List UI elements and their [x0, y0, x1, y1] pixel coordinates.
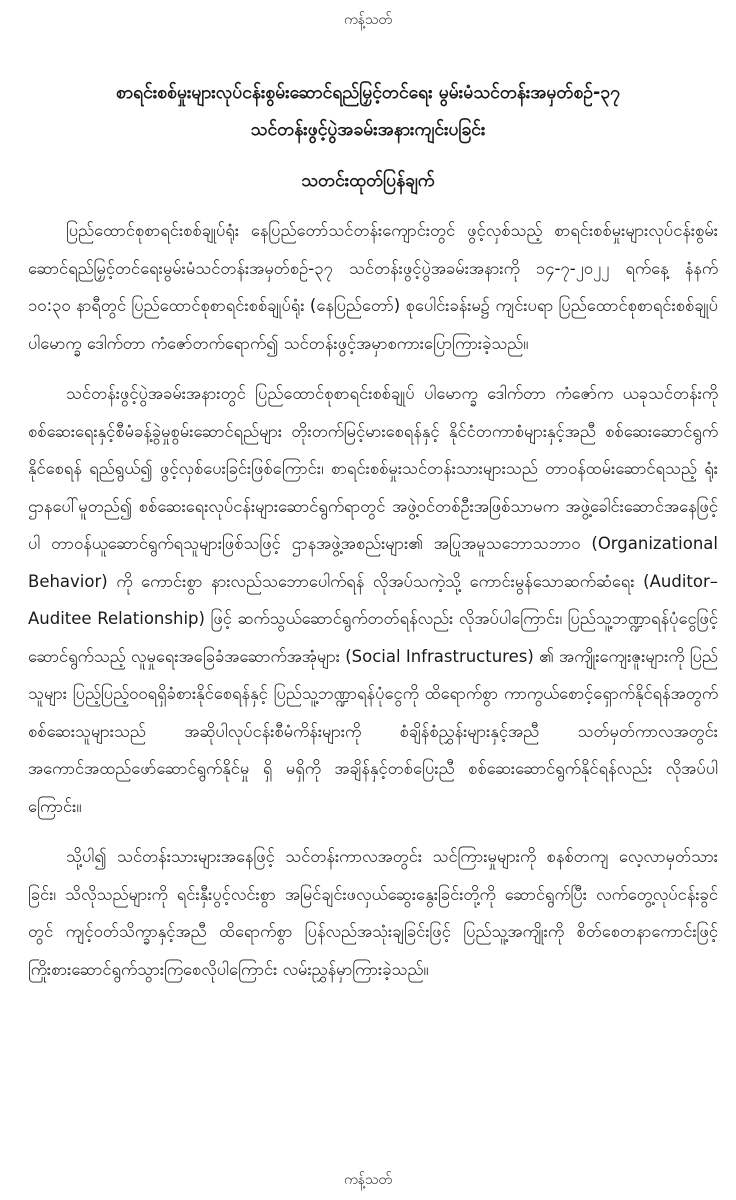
headline-press-release: သတင်းထုတ်ပြန်ချက်	[301, 171, 435, 191]
headline-ceremony: သင်တန်းဖွင့်ပွဲအခမ်းအနားကျင်းပခြင်း	[250, 120, 486, 140]
paragraph-1: ပြည်ထောင်စုစာရင်းစစ်ချုပ်ရုံး နေပြည်တော်သင်တန်းကျောင်းတွင် ဖွင့်လှစ်သည့် စာရင်းစစ်မှုးများလုပ်ငန်းစွမ်းဆောင်ရည်မြှင့်တင်ရေးမွမ်းမံသင်တန်းအမှတ်စဉ်-၃၇ သင်တန်းဖွင့်ပွဲအခမ်းအနားကို ၁၄-၇-၂၀၂၂ ရက်နေ့ နံနက် ၁၀:၃၀ နာရီတွင် ပြည်ထောင်စုစာရင်းစစ်ချုပ်ရုံး (နေပြည်တော်) စုပေါင်းခန်းမ၌ ကျင်းပရာ ပြည်ထောင်စုစာရင်းစစ်ချုပ် ပါမောက္ခ ဒေါက်တာ ကံဇော်တက်ရောက်၍ သင်တန်းဖွင့်အမှာစကားပြောကြားခဲ့သည်။	[28, 221, 718, 353]
restricted-header-mark: ကန့်သတ်	[343, 12, 393, 28]
paragraph-3: သို့ပါ၍ သင်တန်းသားများအနေဖြင့် သင်တန်းကာလအတွင်း သင်ကြားမှုများကို စနစ်တကျ လေ့လာမှတ်သားခြင်း၊ သိလိုသည်များကို ရင်းနှီးပွင့်လင်းစွာ အမြင်ချင်းဖလှယ်ဆွေးနွေးခြင်းတို့ကို ဆောင်ရွက်ပြီး လက်တွေ့လုပ်ငန်းခွင်တွင် ကျင့်ဝတ်သိက္ခာနှင့်အညီ ထိရောက်စွာ ပြန်လည်အသုံးချခြင်းဖြင့် ပြည်သူ့အကျိုးကို စိတ်စေတနာကောင်းဖြင့် ကြိုးစားဆောင်ရွက်သွားကြစေလိုပါကြောင်း လမ်းညွှန်မှာကြားခဲ့သည်။	[28, 847, 718, 979]
headline-course-title: စာရင်းစစ်မှုးများလုပ်ငန်းစွမ်းဆောင်ရည်မြှင့်တင်ရေး မွမ်းမံသင်တန်းအမှတ်စဉ်-၃၇	[116, 83, 620, 103]
restricted-footer-mark: ကန့်သတ်	[343, 1172, 393, 1188]
paragraph-2: သင်တန်းဖွင့်ပွဲအခမ်းအနားတွင် ပြည်ထောင်စုစာရင်းစစ်ချုပ် ပါမောက္ခ ဒေါက်တာ ကံဇော်က ယခုသင်တန်းကို စစ်ဆေးရေးနှင့်စီမံခန့်ခွဲမှုစွမ်းဆောင်ရည်များ တိုးတက်မြင့်မားစေရန်နှင့် နိုင်ငံတကာစံများနှင့်အညီ စစ်ဆေးဆောင်ရွက်နိုင်စေရန် ရည်ရွယ်၍ ဖွင့်လှစ်ပေးခြင်းဖြစ်ကြောင်း၊ စာရင်းစစ်မှုးသင်တန်းသားများသည် တာဝန်ထမ်းဆောင်ရသည့် ရုံးဌာနပေါ်မူတည်၍ စစ်ဆေးရေးလုပ်ငန်းများဆောင်ရွက်ရာတွင် အဖွဲ့ဝင်တစ်ဦးအဖြစ်သာမက အဖွဲ့ခေါင်းဆောင်အနေဖြင့်ပါ တာဝန်ယူဆောင်ရွက်ရသူများဖြစ်သဖြင့် ဌာနအဖွဲ့အစည်းများ၏ အပြုအမူသဘောသဘာဝ (Organizational Behavior) ကို ကောင်းစွာ နားလည်သဘောပေါက်ရန် လိုအပ်သကဲ့သို့ ကောင်းမွန်သောဆက်ဆံရေး (Auditor–Auditee Relationship) ဖြင့် ဆက်သွယ်ဆောင်ရွက်တတ်ရန်လည်း လိုအပ်ပါကြောင်း၊ ပြည်သူ့ဘဏ္ဍာရန်ပုံငွေဖြင့် ဆောင်ရွက်သည့် လူမှုရေးအခြေခံအဆောက်အအုံများ (Social Infrastructures) ၏ အကျိုးကျေးဇူးများကို ပြည်သူများ ပြည့်ပြည့်ဝဝရရှိခံစားနိုင်စေရန်နှင့် ပြည်သူ့ဘဏ္ဍာရန်ပုံငွေကို ထိရောက်စွာ ကာကွယ်စောင့်ရှောက်နိုင်ရန်အတွက် စစ်ဆေးသူများသည် အဆိုပါလုပ်ငန်းစီမံကိန်းများကို စံချိန်စံညွှန်းများနှင့်အညီ သတ်မှတ်ကာလအတွင်း အကောင်အထည်ဖော်ဆောင်ရွက်နိုင်မှု ရှိ မရှိကို အချိန်နှင့်တစ်ပြေးညီ စစ်ဆေးဆောင်ရွက်နိုင်ရန်လည်း လိုအပ်ပါကြောင်း။	[28, 384, 718, 816]
article-body	[28, 212, 718, 1001]
